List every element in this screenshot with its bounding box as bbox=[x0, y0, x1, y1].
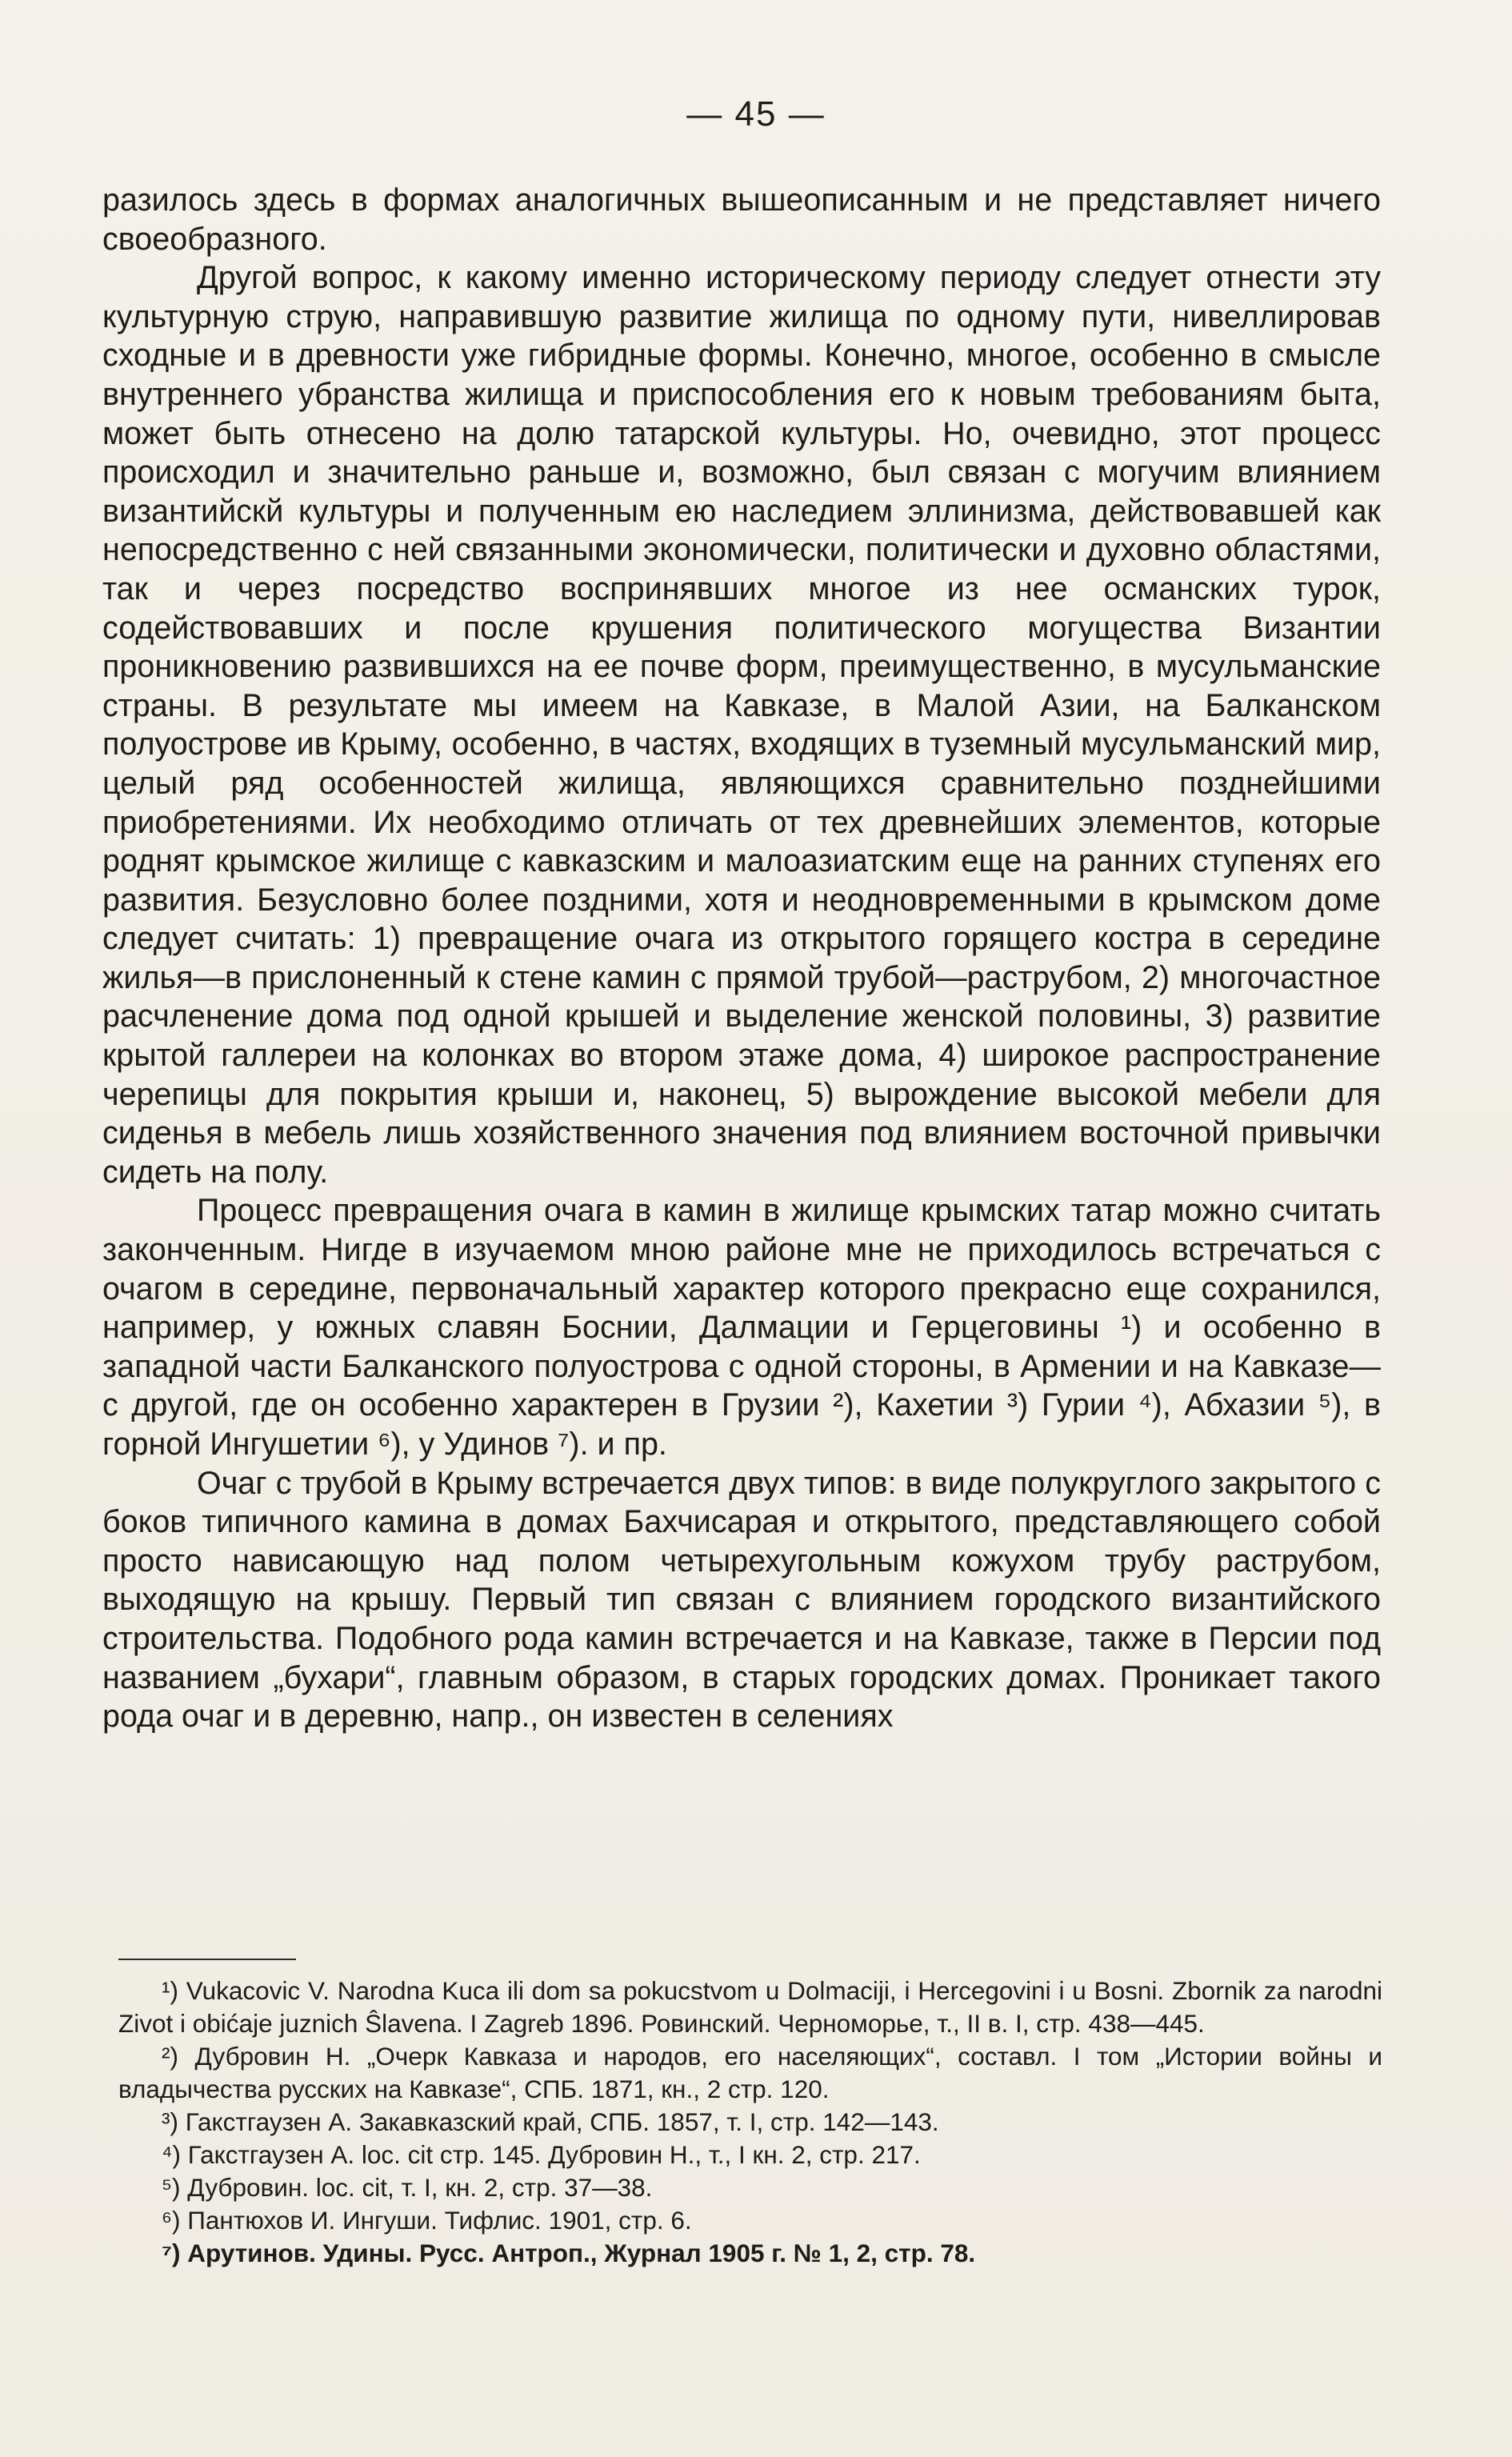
footnote-6: ⁶) Пантюхов И. Ингуши. Тифлис. 1901, стр. 6. bbox=[162, 2206, 692, 2235]
footnote-4: ⁴) Гакстгаузен А. loc. cit стр. 145. Дубровин Н., т., I кн. 2, стр. 217. bbox=[162, 2140, 921, 2169]
footnote-divider bbox=[118, 1959, 296, 1960]
footnote-7: ⁷) Арутинов. Удины. Русс. Антроп., Журнал 1905 г. № 1, 2, стр. 78. bbox=[162, 2239, 976, 2267]
paragraph-continuation: разилось здесь в формах аналогичных вышеописанным и не представляет ничего своеобразного. bbox=[102, 182, 1381, 257]
main-text bbox=[102, 181, 1381, 1736]
footnote-3: ³) Гакстгаузен А. Закавказский край, СПБ. 1857, т. I, стр. 142—143. bbox=[162, 2107, 939, 2136]
page-number: — 45 — bbox=[686, 94, 826, 134]
paragraph: Процесс превращения очага в камин в жилище крымских татар можно считать законченным. Нигде в изучаемом мною районе мне не приходилось встречаться с очагом в середине, первоначальный характер которого прекрасно еще сохранился, например, у южных славян Боснии, Далмации и Герцеговины ¹) и особенно в западной части Балканского полуострова с одной стороны, в Армении и на Кавказе—с другой, где он особенно характерен в Грузии ²), Кахетии ³) Гурии ⁴), Абхазии ⁵), в горной Ингушетии ⁶), у Удинов ⁷). и пр. bbox=[102, 1193, 1381, 1462]
footnotes bbox=[118, 1975, 1382, 2270]
footnote-5: ⁵) Дубровин. loc. cit, т. I, кн. 2, стр. 37—38. bbox=[162, 2173, 653, 2202]
paragraph: Другой вопрос, к какому именно историческому периоду следует отнести эту культурную струю, направившую развитие жилища по одному пути, нивеллировав сходные и в древности уже гибридные формы. Конечно, многое, особенно в смысле внутреннего убранства жилища и приспособления его к новым требованиям быта, может быть отнесено на долю татарской культуры. Но, очевидно, этот процесс происходил и значительно раньше и, возможно, был связан с могучим влиянием византийскй культуры и полученным ею наследием эллинизма, действовавшей как непосредственно с ней связанными экономически, политически и духовно областями, так и через посредство воспринявших многое из нее османских турок, содействовавших и после крушения политического могущества Византии проникновению развившихся на ее почве форм, преимущественно, в мусульманские страны. В результате мы имеем на Кавказе, в Малой Азии, на Балканском полуострове ив Крыму, особенно, в частях, входящих в туземный мусульманский мир, целый ряд особенностей жилища, являющихся сравнительно позднейшими приобретениями. Их необходимо отличать от тех древнейших элементов, которые роднят крымское жилище с кавказским и малоазиатским еще на ранних ступенях его развития. Безусловно более поздними, хотя и неодновременными в крымском доме следует считать: 1) превращение очага из открытого горящего костра в середине жилья—в прислоненный к стене камин с прямой трубой—раструбом, 2) многочастное расчленение дома под одной крышей и выделение женской половины, 3) развитие крытой галлереи на колонках во втором этаже дома, 4) широкое распространение черепицы для покрытия крыши и, наконец, 5) вырождение высокой мебели для сиденья в мебель лишь хозяйственного значения под влиянием восточной привычки сидеть на полу. bbox=[102, 260, 1381, 1190]
footnote-1: ¹) Vukacovic V. Narodna Kuca ili dom sa pokucstvom u Dolmaciji, i Hercegovini i u Bosni. Zbornik za narodni Zivot i obićaje juznich Ŝlavena. I Zagreb 1896. Ровинский. Черноморье, т., II в. I, стр. 438—445. bbox=[118, 1976, 1382, 2038]
footnote-2: ²) Дубровин Н. „Очерк Кавказа и народов, его населяющих“, составл. I том „Истории войны и владычества русских на Кавказе“, СПБ. 1871, кн., 2 стр. 120. bbox=[118, 2042, 1382, 2103]
paragraph: Очаг с трубой в Крыму встречается двух типов: в виде полукруглого закрытого с боков типичного камина в домах Бахчисарая и открытого, представляющего собой просто нависающую над полом четырехугольным кожухом трубу раструбом, выходящую на крышу. Первый тип связан с влиянием городского византийского строительства. Подобного рода камин встречается и на Кавказе, также в Персии под названием „бухари“, главным образом, в старых городских домах. Проникает такого рода очаг и в деревню, напр., он известен в селениях bbox=[102, 1465, 1381, 1735]
